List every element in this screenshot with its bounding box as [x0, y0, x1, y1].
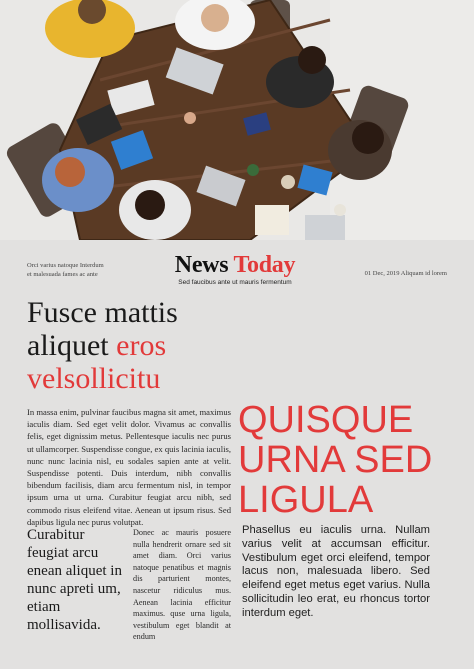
big-quote: QUISQUE URNA SED LIGULA: [238, 399, 433, 521]
title-word-news: News: [174, 252, 229, 278]
meeting-illustration: [0, 0, 474, 240]
headline-black: Fusce mattis aliquet: [27, 296, 178, 362]
article-body-3: Phasellus eu iaculis urna. Nullam varius velit at accumsan efficitur. Vestibulum eget orci eleifend, tempor lacus non, malesuada libero. Sed eleifend eget metus eget varius. Nulla sollicitudin leo erat, eu rhoncus tortor interdum eget.: [242, 524, 430, 619]
masthead-left-text: Orci varius natoque Interdum et malesuada fames ac ante: [27, 262, 104, 278]
meeting-photo: [0, 0, 474, 240]
masthead-date: 01 Dec, 2019 Aliquam id lorem: [364, 270, 447, 277]
article-body-2: Donec ac mauris posuere nulla hendrerit ornare sed sit amet diam. Orci varius natoque penatibus et magnis dis parturient montes, nascetur ridiculus mus. Aenean lacinia efficitur maximus. quse urna ligula, vestibulum eget blandit at endum: [133, 528, 231, 642]
masthead: [0, 240, 474, 292]
newspaper-title: [150, 252, 320, 278]
pull-quote: Curabitur feugiat arcu enean aliquet in nunc apreti um, etiam mollisavida.: [27, 527, 122, 633]
main-headline: [27, 296, 242, 395]
title-word-today: Today: [233, 252, 296, 278]
masthead-center: [150, 252, 320, 286]
masthead-tagline: Sed faucibus ante ut mauris fermentum: [178, 279, 292, 286]
article-body-1: In massa enim, pulvinar faucibus magna sit amet, maximus iaculis diam. Sed eget velit dolor. Vivamus ac convallis felis, eget dignissim metus. Pellentesque iaculis nec purus ut ullamcorper. Suspendisse congue, ex quis lacinia iaculis, nunc nunc lacinia nisl, eu sodales sapien ante at velit. Suspendisse potenti. Duis interdum, nibh convallis bibendum facilisis, diam arcu fermentum nisl, in tempor ipsum urna ut urna. Curabitur feugiat arcu nibh, sed commodo risus eleifend vitae. Aenean ut ipsum risus. Sed dapibus ligula nec purus volutpat.: [27, 407, 231, 527]
headline-red: eros velsollicitu: [27, 329, 167, 395]
